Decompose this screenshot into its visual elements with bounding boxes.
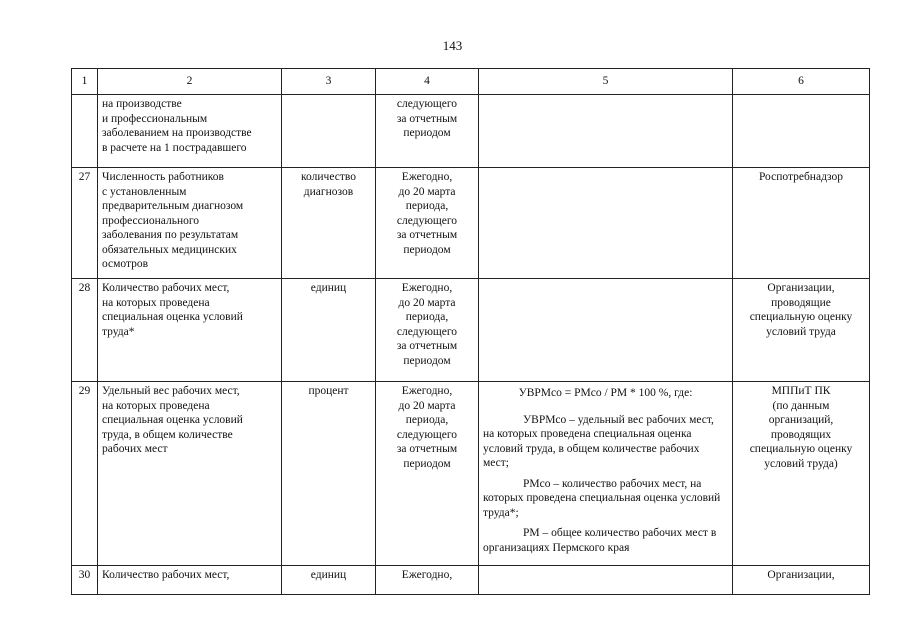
unit-cell: единиц	[282, 566, 376, 595]
source-cell: МППиТ ПК (по данным организаций, проводящих специальную оценку условий труда)	[733, 382, 870, 566]
unit-cell: процент	[282, 382, 376, 566]
row-number	[72, 95, 98, 168]
row-number: 30	[72, 566, 98, 595]
row-number: 27	[72, 168, 98, 279]
period-cell: Ежегодно,	[376, 566, 479, 595]
table-row	[72, 279, 870, 382]
method-cell	[479, 279, 733, 382]
table-row	[72, 382, 870, 566]
period-cell: Ежегодно, до 20 марта периода, следующего за отчетным периодом	[376, 168, 479, 279]
indicator-cell: Количество рабочих мест, на которых проведена специальная оценка условий труда*	[98, 279, 282, 382]
row-number: 28	[72, 279, 98, 382]
method-definition: УВРМсо – удельный вес рабочих мест, на которых проведена специальная оценка условий труда, в общем количестве рабочих мест;	[483, 413, 714, 469]
period-cell: следующего за отчетным периодом	[376, 95, 479, 168]
source-cell	[733, 95, 870, 168]
period-cell: Ежегодно, до 20 марта периода, следующего за отчетным периодом	[376, 382, 479, 566]
col-header-2: 2	[98, 69, 282, 95]
col-header-5: 5	[479, 69, 733, 95]
col-header-3: 3	[282, 69, 376, 95]
unit-cell	[282, 95, 376, 168]
source-cell: Роспотребнадзор	[733, 168, 870, 279]
source-cell: Организации,	[733, 566, 870, 595]
table-row	[72, 566, 870, 595]
period-cell: Ежегодно, до 20 марта периода, следующего за отчетным периодом	[376, 279, 479, 382]
method-cell	[479, 382, 733, 566]
row-number: 29	[72, 382, 98, 566]
method-formula: УВРМсо = РМсо / РМ * 100 %, где:	[518, 387, 693, 399]
page-number: 143	[442, 38, 463, 53]
method-cell	[479, 566, 733, 595]
source-cell: Организации, проводящие специальную оценку условий труда	[733, 279, 870, 382]
col-header-1: 1	[72, 69, 98, 95]
col-header-6: 6	[733, 69, 870, 95]
method-definition: РМ – общее количество рабочих мест в организациях Пермского края	[483, 527, 717, 554]
indicator-cell: Удельный вес рабочих мест, на которых проведена специальная оценка условий труда, в общем количестве рабочих мест	[98, 382, 282, 566]
method-cell	[479, 95, 733, 168]
unit-cell: единиц	[282, 279, 376, 382]
indicator-cell: на производстве и профессиональным заболеванием на производстве в расчете на 1 пострадавшего	[98, 95, 282, 168]
indicators-table	[71, 68, 870, 595]
indicator-cell: Количество рабочих мест,	[98, 566, 282, 595]
header-row	[72, 69, 870, 95]
method-definition: РМсо – количество рабочих мест, на которых проведена специальная оценка условий труда*;	[483, 477, 721, 519]
table-row	[72, 168, 870, 279]
indicator-cell: Численность работников с установленным предварительным диагнозом профессионального заболевания по результатам обязательных медицинских осмотров	[98, 168, 282, 279]
col-header-4: 4	[376, 69, 479, 95]
unit-cell: количество диагнозов	[282, 168, 376, 279]
table-row	[72, 95, 870, 168]
method-cell	[479, 168, 733, 279]
